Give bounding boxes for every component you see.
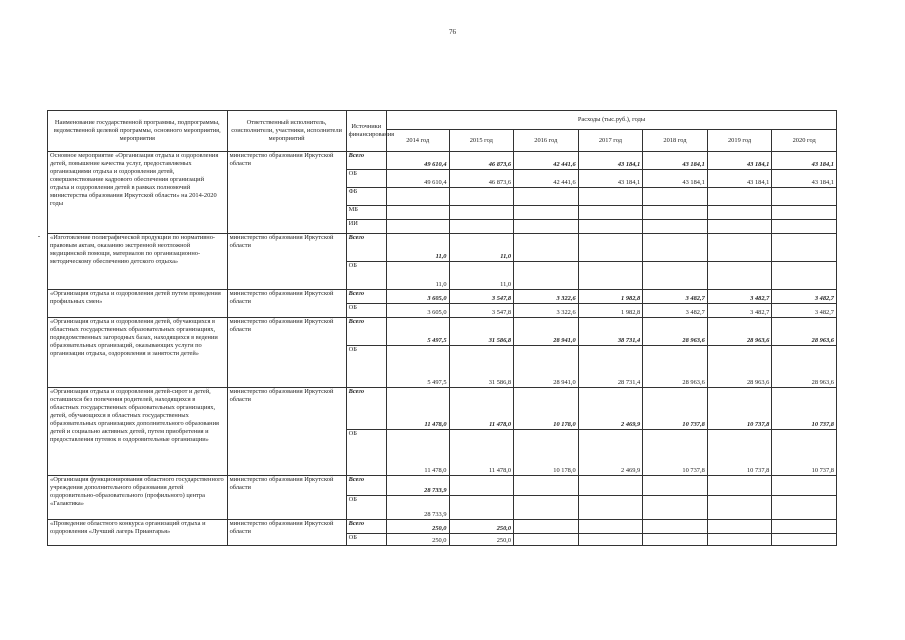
table-row xyxy=(48,520,837,534)
expense-value: 250,0 xyxy=(386,520,449,534)
expense-value: 43 184,1 xyxy=(707,152,772,170)
expense-value xyxy=(772,206,837,220)
table-body xyxy=(48,152,837,546)
expense-value: 28 963,6 xyxy=(643,318,708,346)
expense-value: 28 941,0 xyxy=(514,318,579,346)
expense-value: 49 610,4 xyxy=(386,152,449,170)
table-row xyxy=(48,152,837,170)
expense-value: 43 184,1 xyxy=(578,170,643,188)
header-year: 2015 год xyxy=(449,130,514,152)
expense-value: 28 963,6 xyxy=(772,346,837,388)
expense-value xyxy=(578,234,643,262)
expense-value: 43 184,1 xyxy=(643,152,708,170)
header-year: 2019 год xyxy=(707,130,772,152)
expense-value xyxy=(772,476,837,496)
expense-value xyxy=(514,234,579,262)
budget-table xyxy=(47,110,837,546)
expense-value: 42 441,6 xyxy=(514,170,579,188)
expense-value xyxy=(449,206,514,220)
expense-value: 5 497,5 xyxy=(386,318,449,346)
expense-value: 28 963,6 xyxy=(772,318,837,346)
expense-value: 11 478,0 xyxy=(386,430,449,476)
expense-value xyxy=(707,188,772,206)
responsible-executor: министерство образования Иркутской области xyxy=(227,234,346,290)
expense-value xyxy=(386,188,449,206)
responsible-executor: министерство образования Иркутской области xyxy=(227,520,346,546)
expense-value xyxy=(643,534,708,546)
expense-value xyxy=(449,188,514,206)
expense-value xyxy=(643,476,708,496)
responsible-executor: министерство образования Иркутской области xyxy=(227,476,346,520)
table-row xyxy=(48,234,837,262)
expense-value xyxy=(578,520,643,534)
responsible-executor: министерство образования Иркутской области xyxy=(227,388,346,476)
expense-value xyxy=(578,220,643,234)
expense-value xyxy=(449,496,514,520)
funding-source: ИИ xyxy=(346,220,386,234)
header-source: Источники финансирования xyxy=(346,111,386,152)
expense-value: 1 982,8 xyxy=(578,304,643,318)
expense-value: 43 184,1 xyxy=(707,170,772,188)
expense-value xyxy=(707,234,772,262)
expense-value xyxy=(386,220,449,234)
expense-value xyxy=(643,262,708,290)
funding-source: ОБ xyxy=(346,496,386,520)
expense-value: 250,0 xyxy=(386,534,449,546)
funding-source: ОБ xyxy=(346,534,386,546)
expense-value xyxy=(386,206,449,220)
funding-source: Всего xyxy=(346,520,386,534)
expense-value xyxy=(449,476,514,496)
expense-value xyxy=(514,534,579,546)
program-name: «Проведение областного конкурса организаций отдыха и оздоровления «Лучший лагерь Приангарья» xyxy=(48,520,228,546)
header-expenses: Расходы (тыс.руб.), годы xyxy=(386,111,836,130)
expense-value: 2 469,9 xyxy=(578,430,643,476)
expense-value: 3 482,7 xyxy=(643,304,708,318)
responsible-executor: министерство образования Иркутской области xyxy=(227,290,346,318)
expense-value xyxy=(449,220,514,234)
expense-value xyxy=(772,220,837,234)
scan-mark xyxy=(38,236,40,237)
expense-value xyxy=(643,188,708,206)
expense-value: 28 733,9 xyxy=(386,496,449,520)
expense-value xyxy=(772,520,837,534)
expense-value: 10 178,0 xyxy=(514,388,579,430)
funding-source: Всего xyxy=(346,476,386,496)
expense-value: 11 478,0 xyxy=(449,388,514,430)
funding-source: Всего xyxy=(346,290,386,304)
expense-value: 11 478,0 xyxy=(449,430,514,476)
expense-value: 43 184,1 xyxy=(772,152,837,170)
expense-value: 11,0 xyxy=(386,234,449,262)
expense-value: 5 497,5 xyxy=(386,346,449,388)
expense-value xyxy=(578,496,643,520)
expense-value xyxy=(772,496,837,520)
funding-source: МБ xyxy=(346,206,386,220)
expense-value: 49 610,4 xyxy=(386,170,449,188)
expense-value: 3 605,0 xyxy=(386,290,449,304)
responsible-executor: министерство образования Иркутской области xyxy=(227,318,346,388)
expense-value: 28 963,6 xyxy=(707,318,772,346)
expense-value: 11 478,0 xyxy=(386,388,449,430)
expense-value: 28 941,0 xyxy=(514,346,579,388)
expense-value: 3 547,8 xyxy=(449,290,514,304)
expense-value: 43 184,1 xyxy=(578,152,643,170)
program-name: «Организация отдыха и оздоровления детей путем проведения профильных смен» xyxy=(48,290,228,318)
expense-value xyxy=(643,496,708,520)
expense-value xyxy=(772,234,837,262)
expense-value: 3 482,7 xyxy=(643,290,708,304)
expense-value: 3 322,6 xyxy=(514,290,579,304)
header-year: 2017 год xyxy=(578,130,643,152)
expense-value xyxy=(707,534,772,546)
expense-value: 3 482,7 xyxy=(707,290,772,304)
funding-source: ОБ xyxy=(346,430,386,476)
header-year: 2020 год xyxy=(772,130,837,152)
funding-source: ОБ xyxy=(346,346,386,388)
expense-value xyxy=(707,206,772,220)
expense-value: 28 733,9 xyxy=(386,476,449,496)
expense-value: 28 963,6 xyxy=(643,346,708,388)
expense-value xyxy=(514,476,579,496)
program-name: «Изготовление полиграфической продукции по нормативно-правовым актам, оказанию экстренной неотложной медицинской помощи, материалов по организационно-методическому обеспечению детского отдыха» xyxy=(48,234,228,290)
expense-value: 42 441,6 xyxy=(514,152,579,170)
header-name: Наименование государственной программы, подпрограммы, ведомственной целевой программы, основного мероприятия, мероприятия xyxy=(48,111,228,152)
expense-value: 250,0 xyxy=(449,520,514,534)
expense-value: 28 731,4 xyxy=(578,346,643,388)
expense-value xyxy=(707,520,772,534)
expense-value xyxy=(578,476,643,496)
expense-value: 10 737,8 xyxy=(707,388,772,430)
expense-value xyxy=(643,520,708,534)
expense-value: 3 482,7 xyxy=(772,290,837,304)
responsible-executor: министерство образования Иркутской области xyxy=(227,152,346,234)
expense-value: 31 586,8 xyxy=(449,318,514,346)
program-name: «Организация отдыха и оздоровления детей, обучающихся в областных государственных образовательных организациях, подведомственных загородных базах, находящихся в ведении образовательных организаций, оказывающих услуги по организации отдыха, оздоровления и занятости детей» xyxy=(48,318,228,388)
expense-value: 43 184,1 xyxy=(772,170,837,188)
table-row xyxy=(48,388,837,430)
page-number: 76 xyxy=(449,28,456,36)
expense-value xyxy=(707,496,772,520)
expense-value xyxy=(772,262,837,290)
expense-value: 3 482,7 xyxy=(707,304,772,318)
expense-value: 46 873,6 xyxy=(449,152,514,170)
funding-source: Всего xyxy=(346,152,386,170)
header-year: 2016 год xyxy=(514,130,579,152)
funding-source: Всего xyxy=(346,388,386,430)
expense-value: 250,0 xyxy=(449,534,514,546)
expense-value xyxy=(578,262,643,290)
header-row xyxy=(48,111,837,130)
expense-value: 10 178,0 xyxy=(514,430,579,476)
expense-value xyxy=(514,520,579,534)
table-row xyxy=(48,476,837,496)
expense-value xyxy=(707,476,772,496)
expense-value xyxy=(514,188,579,206)
expense-value: 1 982,8 xyxy=(578,290,643,304)
expense-value xyxy=(514,262,579,290)
funding-source: Всего xyxy=(346,234,386,262)
expense-value xyxy=(643,220,708,234)
header-year: 2014 год xyxy=(386,130,449,152)
expense-value xyxy=(643,206,708,220)
expense-value: 10 737,8 xyxy=(707,430,772,476)
expense-value xyxy=(772,188,837,206)
funding-source: ОБ xyxy=(346,304,386,318)
table-row xyxy=(48,318,837,346)
expense-value xyxy=(578,206,643,220)
expense-value: 10 737,8 xyxy=(772,430,837,476)
expense-value: 3 482,7 xyxy=(772,304,837,318)
funding-source: Всего xyxy=(346,318,386,346)
program-name: Основное мероприятие «Организация отдыха и оздоровления детей, повышение качества услуг, предоставляемых организациями отдыха и оздоровления детей, совершенствование кадрового обеспечения организаций отдыха и оздоровления детей в рамках полномочий министерства образования Иркутской области» на 2014-2020 годы xyxy=(48,152,228,234)
expense-value: 46 873,6 xyxy=(449,170,514,188)
expense-value: 3 322,6 xyxy=(514,304,579,318)
program-name: «Организация отдыха и оздоровления детей-сирот и детей, оставшихся без попечения родителей, находящихся в областных государственных образовательных организациях, детей, обучающихся в областных государственных образовательных организациях дополнительного образования детей и социально активных детей, путем приобретения и предоставления путевок в оздоровительные организации» xyxy=(48,388,228,476)
expense-value xyxy=(514,496,579,520)
expense-value: 3 605,0 xyxy=(386,304,449,318)
expense-value: 3 547,8 xyxy=(449,304,514,318)
funding-source: ОБ xyxy=(346,262,386,290)
expense-value xyxy=(772,534,837,546)
expense-value: 10 737,8 xyxy=(772,388,837,430)
expense-value: 38 731,4 xyxy=(578,318,643,346)
program-name: «Организация функционирования областного государственного учреждения дополнительного образования детей оздоровительно-образовательного (профильного) центра «Галактика» xyxy=(48,476,228,520)
expense-value: 11,0 xyxy=(449,234,514,262)
expense-value: 2 469,9 xyxy=(578,388,643,430)
header-year: 2018 год xyxy=(643,130,708,152)
expense-value xyxy=(578,534,643,546)
expense-value: 11,0 xyxy=(386,262,449,290)
expense-value: 10 737,8 xyxy=(643,388,708,430)
expense-value xyxy=(514,220,579,234)
expense-value xyxy=(707,220,772,234)
funding-source: ФБ xyxy=(346,188,386,206)
expense-value xyxy=(578,188,643,206)
table-row xyxy=(48,290,837,304)
expense-value xyxy=(643,234,708,262)
header-responsible: Ответственный исполнитель, соисполнители, участники, исполнители мероприятий xyxy=(227,111,346,152)
expense-value: 28 963,6 xyxy=(707,346,772,388)
expense-value xyxy=(707,262,772,290)
expense-value: 31 586,8 xyxy=(449,346,514,388)
expense-value: 10 737,8 xyxy=(643,430,708,476)
expense-value: 11,0 xyxy=(449,262,514,290)
expense-value xyxy=(514,206,579,220)
expense-value: 43 184,1 xyxy=(643,170,708,188)
funding-source: ОБ xyxy=(346,170,386,188)
